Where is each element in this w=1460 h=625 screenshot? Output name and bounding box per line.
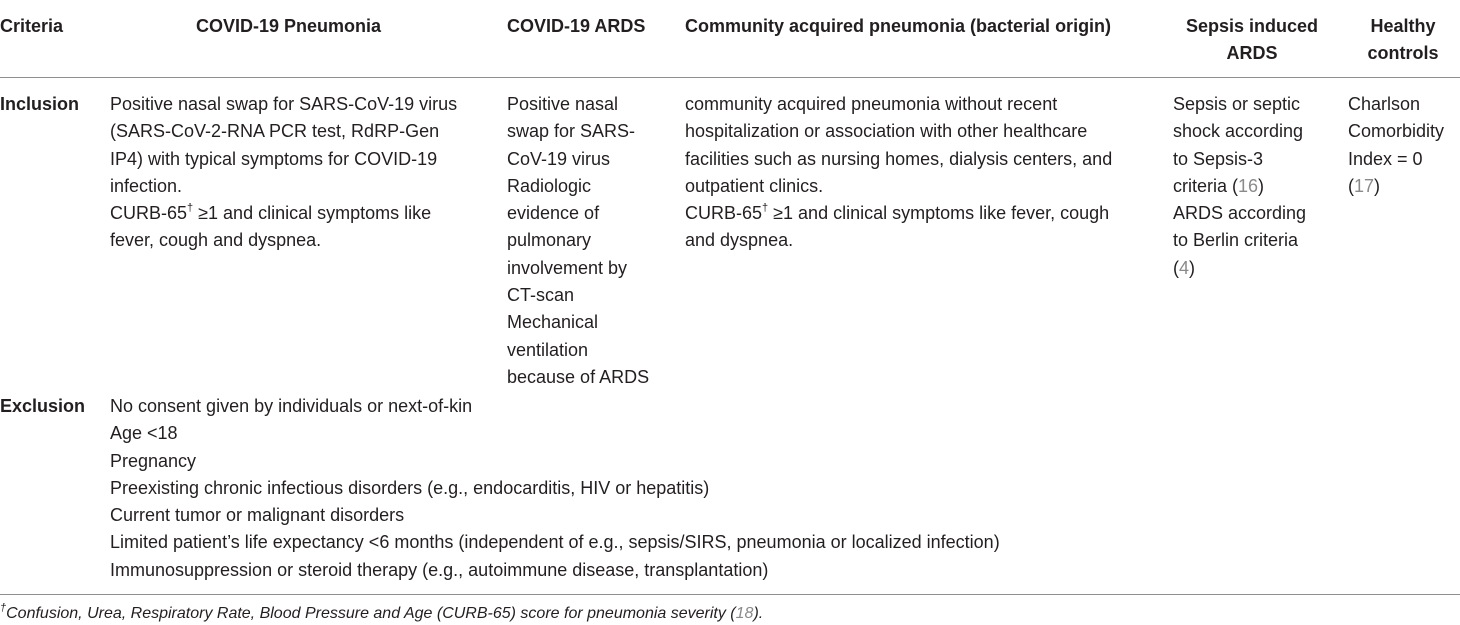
text-fragment: ( — [1348, 175, 1354, 196]
exclusion-list — [110, 393, 1000, 584]
text-line: CT-scan — [507, 285, 575, 306]
text-line — [1173, 255, 1306, 282]
curb-text: ≥1 and clinical symptoms like — [193, 203, 432, 224]
text-line — [1173, 173, 1306, 200]
text-line — [1348, 173, 1444, 200]
text-line: (SARS-CoV-2-RNA PCR test, RdRP-Gen — [110, 121, 440, 142]
header-covid-pneumonia: COVID-19 Pneumonia — [196, 16, 382, 36]
curb-label: CURB-65 — [685, 203, 763, 224]
text-line: hospitalization or association with other healthcare — [685, 121, 1088, 142]
exclusion-item: No consent given by individuals or next-of-kin — [110, 396, 473, 416]
row-label-exclusion: Exclusion — [0, 396, 86, 416]
text-fragment: ) — [1189, 257, 1196, 278]
reference-link[interactable]: 17 — [1354, 175, 1375, 196]
text-line: shock according — [1173, 121, 1304, 142]
text-line: because of ARDS — [507, 366, 650, 387]
text-line: Positive nasal swap for SARS-CoV-19 virus — [110, 94, 458, 114]
text-line: outpatient clinics. — [685, 175, 824, 196]
text-fragment: ) — [1374, 175, 1381, 196]
inclusion-cap — [685, 91, 1112, 255]
header-sepsis-ards-line2: ARDS — [1226, 43, 1278, 63]
row-label-inclusion: Inclusion — [0, 94, 80, 114]
reference-link[interactable]: 16 — [1238, 175, 1259, 196]
text-line: swap for SARS- — [507, 121, 636, 142]
text-fragment: ( — [1173, 257, 1179, 278]
inclusion-covid-pneumonia — [110, 91, 457, 255]
text-line: Mechanical — [507, 312, 599, 333]
exclusion-item: Current tumor or malignant disorders — [110, 505, 405, 526]
reference-link[interactable]: 4 — [1179, 257, 1190, 278]
text-line: infection. — [110, 175, 183, 196]
text-line: Charlson — [1348, 94, 1421, 114]
text-line: CoV-19 virus — [507, 148, 611, 169]
text-line: Positive nasal — [507, 94, 619, 114]
text-line: involvement by — [507, 257, 628, 278]
header-healthy-line1: Healthy — [1370, 16, 1436, 36]
inclusion-healthy-controls — [1348, 91, 1444, 200]
header-divider — [0, 77, 1460, 78]
header-covid-ards: COVID-19 ARDS — [507, 16, 646, 36]
text-line: Radiologic — [507, 175, 592, 196]
exclusion-item: Immunosuppression or steroid therapy (e.g., autoimmune disease, transplantation) — [110, 559, 769, 580]
text-line: to Berlin criteria — [1173, 230, 1299, 251]
exclusion-item: Limited patient’s life expectancy <6 months (independent of e.g., sepsis/SIRS, pneumonia or localized infection) — [110, 532, 1000, 553]
text-line: Comorbidity — [1348, 121, 1445, 142]
exclusion-item: Preexisting chronic infectious disorders (e.g., endocarditis, HIV or hepatitis) — [110, 477, 710, 498]
footnote-close: ). — [753, 605, 764, 622]
text-line: Index = 0 — [1348, 148, 1423, 169]
text-line: and dyspnea. — [685, 230, 794, 251]
text-line: facilities such as nursing homes, dialysis centers, and — [685, 148, 1113, 169]
text-fragment: criteria ( — [1173, 175, 1239, 196]
text-line: community acquired pneumonia without recent — [685, 94, 1058, 114]
header-cap: Community acquired pneumonia (bacterial origin) — [685, 16, 1112, 36]
text-fragment: ) — [1258, 175, 1265, 196]
curb-text: ≥1 and clinical symptoms like fever, cough — [768, 203, 1110, 224]
text-line: pulmonary — [507, 230, 592, 251]
reference-link[interactable]: 18 — [735, 605, 754, 622]
dagger-mark: † — [187, 202, 194, 215]
footnote — [0, 603, 763, 625]
dagger-mark: † — [0, 601, 7, 614]
text-line: to Sepsis-3 — [1173, 148, 1264, 169]
exclusion-item: Pregnancy — [110, 450, 197, 471]
text-line: Sepsis or septic — [1173, 94, 1301, 114]
inclusion-covid-ards — [507, 91, 649, 391]
text-line: ventilation — [507, 339, 589, 360]
curb-line — [110, 200, 457, 227]
text-line: fever, cough and dyspnea. — [110, 230, 322, 251]
header-criteria: Criteria — [0, 16, 64, 36]
header-healthy-controls — [1346, 13, 1460, 67]
curb-label: CURB-65 — [110, 203, 188, 224]
header-sepsis-ards — [1168, 13, 1336, 67]
header-sepsis-ards-line1: Sepsis induced — [1185, 16, 1319, 36]
inclusion-sepsis-ards — [1173, 91, 1306, 282]
exclusion-item: Age <18 — [110, 423, 178, 444]
curb-line — [685, 200, 1112, 227]
text-line: ARDS according — [1173, 203, 1307, 224]
dagger-mark: † — [762, 202, 769, 215]
text-line: IP4) with typical symptoms for COVID-19 — [110, 148, 438, 169]
text-line: evidence of — [507, 203, 600, 224]
header-healthy-line2: controls — [1367, 43, 1439, 63]
footer-divider — [0, 594, 1460, 595]
footnote-text: Confusion, Urea, Respiratory Rate, Blood Pressure and Age (CURB-65) score for pneumonia severity ( — [6, 605, 736, 622]
